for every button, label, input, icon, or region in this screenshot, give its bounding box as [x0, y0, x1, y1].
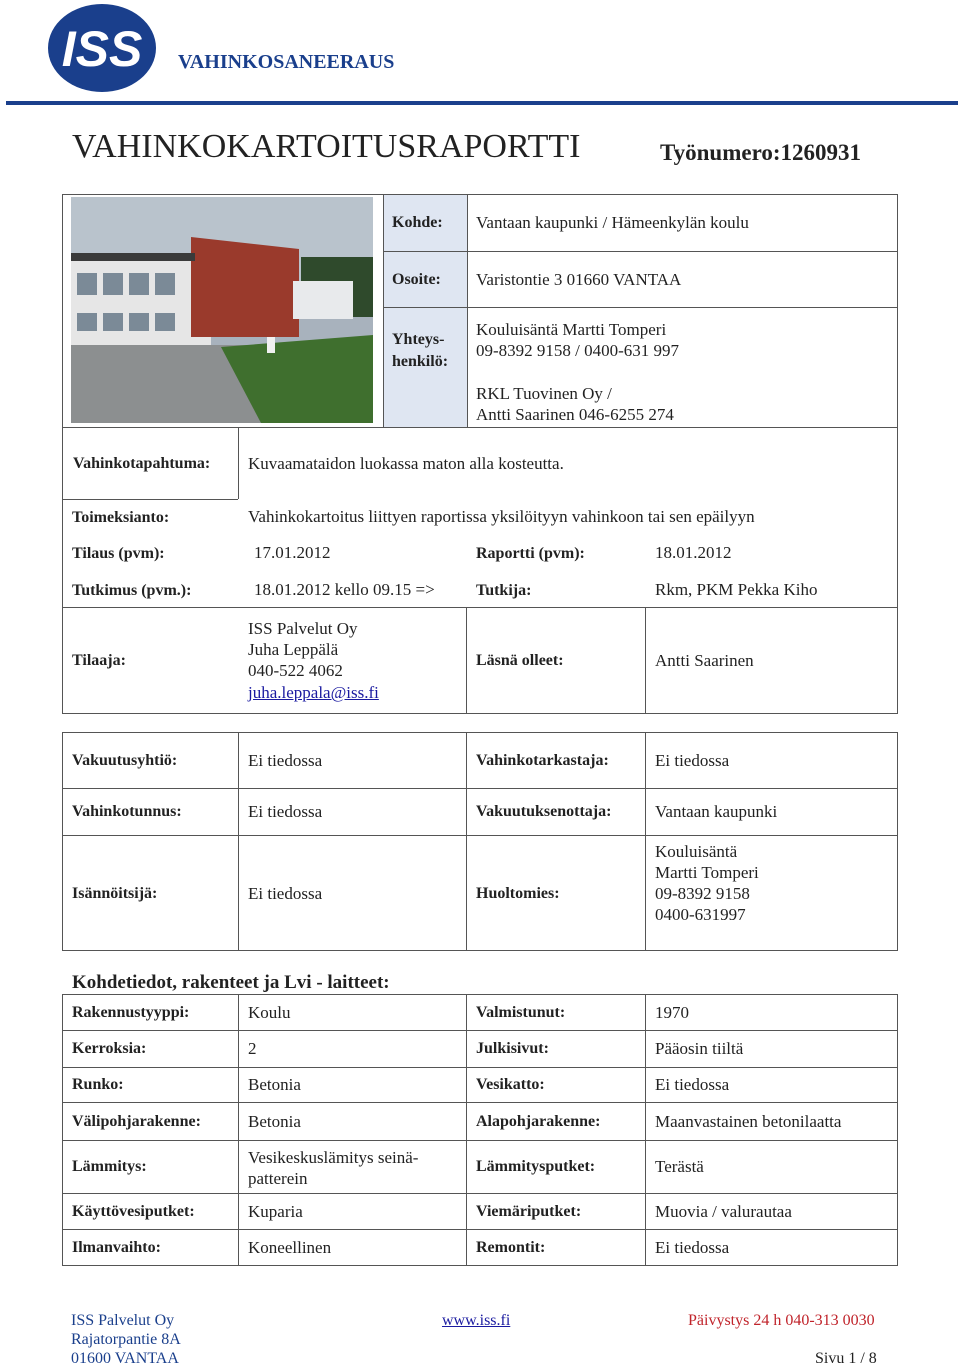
- footer-city: 01600 VANTAA: [71, 1350, 179, 1367]
- tilaus-label: Tilaus (pvm):: [72, 545, 165, 562]
- tilaaja-label: Tilaaja:: [72, 652, 126, 669]
- vakuutuksenottaja-label: Vakuutuksenottaja:: [476, 803, 612, 820]
- iss-logo: [46, 2, 158, 94]
- vahinkotapahtuma-label: Vahinkotapahtuma:: [73, 454, 211, 472]
- page-number: Sivu 1 / 8: [815, 1350, 877, 1367]
- valmistunut-value: 1970: [655, 1002, 689, 1022]
- vakuutuksenottaja-value: Vantaan kaupunki: [655, 802, 778, 821]
- logo-text: ISS: [61, 21, 143, 77]
- remontit-label: Remontit:: [476, 1239, 546, 1256]
- vahinkotunnus-label: Vahinkotunnus:: [72, 803, 182, 820]
- toimeksianto-label: Toimeksianto:: [72, 509, 170, 526]
- rakennustyyppi-value: Koulu: [248, 1002, 291, 1022]
- building-photo: [71, 197, 373, 423]
- julkisivut-label: Julkisivut:: [476, 1040, 549, 1057]
- valipohjarakenne-label: Välipohjarakenne:: [72, 1112, 201, 1130]
- valipohjarakenne-value: Betonia: [248, 1111, 301, 1131]
- rakennustyyppi-label: Rakennustyyppi:: [72, 1003, 190, 1021]
- julkisivut-value: Pääosin tiiltä: [655, 1039, 744, 1058]
- lammitys-value-line1: Vesikeskuslämitys seinä-: [248, 1148, 419, 1167]
- tilaaja-line3: 040-522 4062: [248, 661, 343, 680]
- footer-website-link[interactable]: www.iss.fi: [442, 1312, 511, 1329]
- footer-street: Rajatorpantie 8A: [71, 1331, 181, 1348]
- huoltomies-line1: Kouluisäntä: [655, 842, 738, 861]
- report-title: VAHINKOKARTOITUSRAPORTTI: [72, 128, 581, 165]
- tilaus-value: 17.01.2012: [254, 543, 331, 562]
- vesikatto-label: Vesikatto:: [476, 1076, 545, 1093]
- contact1-line1: Kouluisäntä Martti Tomperi: [476, 320, 667, 339]
- osoite-label: Osoite:: [392, 270, 441, 288]
- kayttovesiputket-value: Kuparia: [248, 1201, 303, 1221]
- toimeksianto-value: Vahinkokartoitus liittyen raportissa yksilöityyn vahinkoon tai sen epäilyyn: [248, 507, 755, 526]
- runko-label: Runko:: [72, 1076, 124, 1093]
- ilmanvaihto-value: Koneellinen: [248, 1238, 332, 1257]
- vahinkotarkastaja-value: Ei tiedossa: [655, 750, 730, 770]
- alapohjarakenne-value: Maanvastainen betonilaatta: [655, 1111, 842, 1131]
- isannoitsija-value: Ei tiedossa: [248, 883, 323, 903]
- tilaaja-email-link[interactable]: juha.leppala@iss.fi: [248, 683, 379, 702]
- tutkija-label: Tutkija:: [476, 582, 532, 599]
- yhteys-label-1: Yhteys-: [392, 331, 445, 348]
- alapohjarakenne-label: Alapohjarakenne:: [476, 1112, 601, 1130]
- header-rule: [6, 101, 958, 105]
- kerroksia-label: Kerroksia:: [72, 1040, 147, 1057]
- contact2-line2: Antti Saarinen 046-6255 274: [476, 405, 674, 424]
- tutkija-value: Rkm, PKM Pekka Kiho: [655, 580, 818, 599]
- valmistunut-label: Valmistunut:: [476, 1003, 566, 1021]
- raportti-label: Raportti (pvm):: [476, 545, 585, 562]
- huoltomies-line2: Martti Tomperi: [655, 863, 759, 882]
- lammitysputket-label: Lämmitysputket:: [476, 1158, 596, 1175]
- lammitysputket-value: Terästä: [655, 1157, 704, 1176]
- raportti-value: 18.01.2012: [655, 543, 732, 562]
- kayttovesiputket-label: Käyttövesiputket:: [72, 1202, 195, 1220]
- building-section-title: Kohdetiedot, rakenteet ja Lvi - laitteet:: [72, 972, 390, 993]
- department-title: VAHINKOSANEERAUS: [178, 51, 395, 73]
- vahinkotunnus-value: Ei tiedossa: [248, 802, 323, 821]
- kohde-label: Kohde:: [392, 214, 443, 231]
- job-number: Työnumero:1260931: [660, 140, 862, 165]
- kohde-value: Vantaan kaupunki / Hämeenkylän koulu: [476, 213, 749, 232]
- lammitys-value-line2: patterein: [248, 1169, 308, 1188]
- kerroksia-value: 2: [248, 1039, 257, 1058]
- huoltomies-line4: 0400-631997: [655, 905, 746, 924]
- ilmanvaihto-label: Ilmanvaihto:: [72, 1239, 161, 1256]
- tutkimus-label: Tutkimus (pvm.):: [72, 582, 192, 599]
- yhteys-label-2: henkilö:: [392, 353, 449, 370]
- footer-duty-phone: Päivystys 24 h 040-313 0030: [688, 1312, 875, 1329]
- vakuutusyhtio-label: Vakuutusyhtiö:: [72, 751, 178, 769]
- contact2-line1: RKL Tuovinen Oy /: [476, 384, 612, 403]
- viemariputket-value: Muovia / valurautaa: [655, 1201, 792, 1221]
- tilaaja-line1: ISS Palvelut Oy: [248, 619, 358, 638]
- runko-value: Betonia: [248, 1075, 301, 1094]
- tilaaja-line2: Juha Leppälä: [248, 640, 339, 659]
- vahinkotapahtuma-value: Kuvaamataidon luokassa maton alla kosteutta.: [248, 453, 564, 473]
- remontit-value: Ei tiedossa: [655, 1238, 730, 1257]
- huoltomies-line3: 09-8392 9158: [655, 884, 750, 903]
- lammitys-label: Lämmitys:: [72, 1158, 147, 1175]
- contact1-line2: 09-8392 9158 / 0400-631 997: [476, 341, 680, 360]
- vahinkotarkastaja-label: Vahinkotarkastaja:: [476, 751, 609, 769]
- viemariputket-label: Viemäriputket:: [476, 1202, 582, 1220]
- tutkimus-value: 18.01.2012 kello 09.15 =>: [254, 580, 435, 599]
- huoltomies-label: Huoltomies:: [476, 884, 560, 902]
- isannoitsija-label: Isännöitsijä:: [72, 884, 158, 902]
- lasna-label: Läsnä olleet:: [476, 652, 564, 669]
- osoite-value: Varistontie 3 01660 VANTAA: [476, 269, 682, 289]
- vesikatto-value: Ei tiedossa: [655, 1075, 730, 1094]
- footer-company: ISS Palvelut Oy: [71, 1312, 175, 1329]
- vakuutusyhtio-value: Ei tiedossa: [248, 750, 323, 770]
- lasna-value: Antti Saarinen: [655, 651, 754, 670]
